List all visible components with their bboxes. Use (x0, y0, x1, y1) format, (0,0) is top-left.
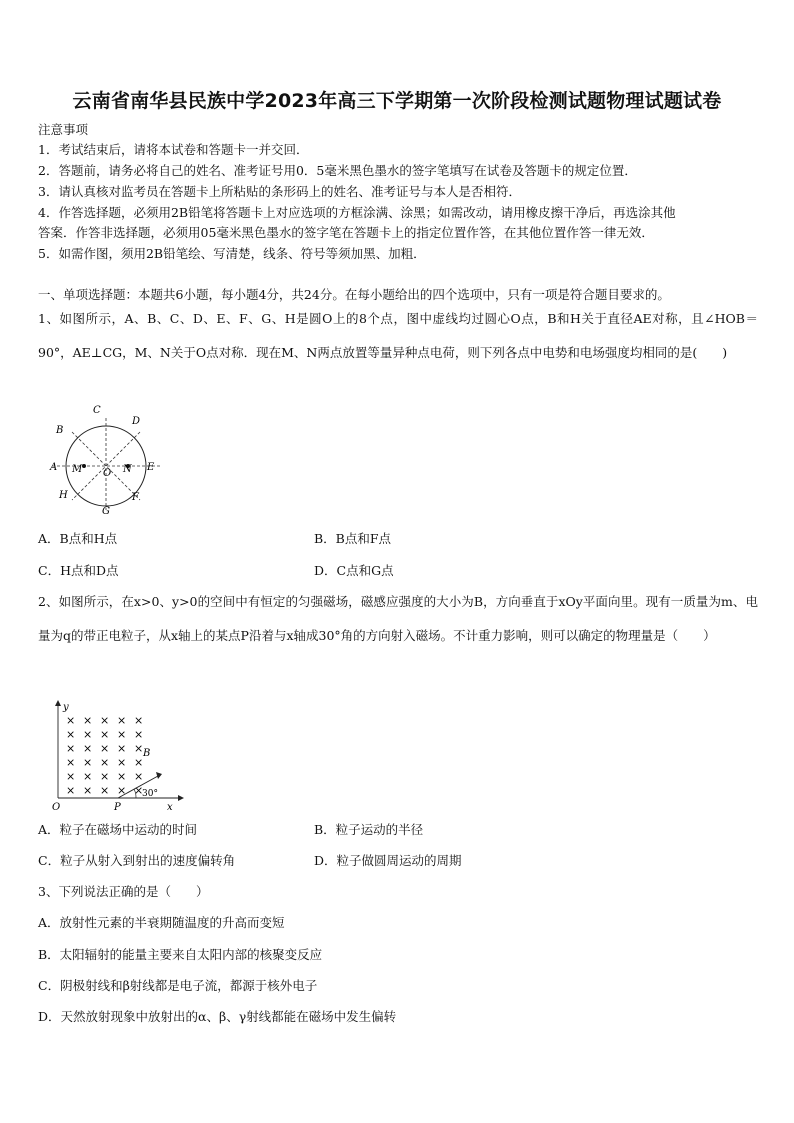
notice-item: 2．答题前，请务必将自己的姓名、准考证号用0．5毫米黑色墨水的签字笔填写在试卷及答题卡的规定位置． (38, 163, 637, 178)
field-cross: × (117, 756, 127, 769)
field-cross: × (100, 770, 110, 783)
q1-option-d: D．C点和G点 (314, 563, 394, 578)
q3-option-a: A．放射性元素的半衰期随温度的升高而变短 (38, 915, 285, 930)
field-cross: × (66, 728, 76, 741)
question-2-stem: 2、如图所示，在x>0、y>0的空间中有恒定的匀强磁场，磁感应强度的大小为B，方向垂直于xOy平面向里。现有一质量为m、电量为q的带正电粒子，从x轴上的某点P沿着与x轴成30°角的方向射入磁场。不计重力影响，则可以确定的物理量是（ ） (38, 594, 758, 643)
field-cross: × (83, 770, 93, 783)
field-cross: × (134, 714, 144, 727)
label-p: P (114, 802, 121, 813)
q2-option-a: A．粒子在磁场中运动的时间 (38, 822, 198, 837)
label-h: H (59, 490, 68, 501)
label-x: x (167, 802, 173, 813)
field-cross: × (117, 714, 127, 727)
label-g: G (102, 506, 110, 516)
field-crosses (66, 714, 143, 797)
label-b: B (56, 425, 64, 436)
question-1-stem: 1、如图所示，A、B、C、D、E、F、G、H是圆O上的8个点，图中虚线均过圆心O点，B和H关于直径AE对称，且∠HOB＝90°，AE⊥CG，M、N关于O点对称．现在M、N两点放置等量异种点电荷，则下列各点中电势和电场强度均相同的是( ) (38, 311, 758, 360)
q1-option-c: C．H点和D点 (38, 563, 119, 578)
q2-option-b: B．粒子运动的半径 (314, 822, 424, 837)
label-f: F (132, 492, 139, 503)
label-o: O (103, 468, 112, 479)
label-n: N (123, 464, 132, 475)
field-cross: × (66, 784, 76, 797)
field-cross: × (117, 784, 127, 797)
field-cross: × (83, 756, 93, 769)
field-cross: × (134, 742, 144, 755)
label-origin: O (52, 802, 61, 813)
field-cross: × (66, 742, 76, 755)
notice-item: 1．考试结束后，请将本试卷和答题卡一并交回． (38, 142, 309, 157)
notice-item: 3．请认真核对监考员在答题卡上所粘贴的条形码上的姓名、准考证号与本人是否相符． (38, 184, 521, 199)
notice-item: 5．如需作图，须用2B铅笔绘、写清楚，线条、符号等须加黑、加粗． (38, 246, 426, 261)
notice-item: 4．作答选择题，必须用2B铅笔将答题卡上对应选项的方框涂满、涂黑；如需改动，请用橡皮擦干净后，再选涂其他 (38, 205, 676, 220)
field-cross: × (83, 728, 93, 741)
label-c: C (93, 405, 101, 416)
field-cross: × (100, 714, 110, 727)
q3-option-c: C．阴极射线和β射线都是电子流，都源于核外电子 (38, 978, 318, 993)
field-cross: × (134, 728, 144, 741)
q3-option-d: D．天然放射现象中放射出的α、β、γ射线都能在磁场中发生偏转 (38, 1009, 397, 1024)
field-cross: × (83, 742, 93, 755)
label-a: A (50, 462, 58, 473)
field-cross: × (66, 770, 76, 783)
field-cross: × (134, 770, 144, 783)
exam-title: 云南省南华县民族中学2023年高三下学期第一次阶段检测试题物理试题试卷 (72, 90, 722, 112)
field-cross: × (117, 728, 127, 741)
field-cross: × (66, 714, 76, 727)
q1-option-a: A．B点和H点 (38, 531, 118, 546)
field-cross: × (83, 714, 93, 727)
label-angle: 30° (142, 789, 158, 799)
field-cross: × (134, 784, 144, 797)
label-b-field: B (143, 748, 151, 759)
label-y: y (63, 702, 69, 713)
field-cross: × (100, 784, 110, 797)
label-d: D (132, 416, 141, 427)
section-heading: 一、单项选择题：本题共6小题，每小题4分，共24分。在每小题给出的四个选项中，只有一项是符合题目要求的。 (38, 287, 670, 302)
field-cross: × (134, 756, 144, 769)
field-cross: × (117, 770, 127, 783)
notice-heading: 注意事项 (38, 122, 89, 137)
field-cross: × (100, 756, 110, 769)
magnetic-field-diagram (44, 698, 184, 813)
notice-item: 答案．作答非选择题，必须用05毫米黑色墨水的签字笔在答题卡上的指定位置作答，在其他位置作答一律无效． (38, 225, 654, 240)
label-m: M (72, 464, 83, 475)
field-cross: × (66, 756, 76, 769)
field-cross: × (100, 728, 110, 741)
q2-option-d: D．粒子做圆周运动的周期 (314, 853, 462, 868)
field-cross: × (100, 742, 110, 755)
field-cross: × (83, 784, 93, 797)
circle-diagram (44, 400, 170, 516)
question-3-stem: 3、下列说法正确的是（ ） (38, 884, 209, 899)
label-e: E (147, 462, 155, 473)
q1-option-b: B．B点和F点 (314, 531, 392, 546)
field-cross: × (117, 742, 127, 755)
q2-option-c: C．粒子从射入到射出的速度偏转角 (38, 853, 236, 868)
q3-option-b: B．太阳辐射的能量主要来自太阳内部的核聚变反应 (38, 947, 323, 962)
